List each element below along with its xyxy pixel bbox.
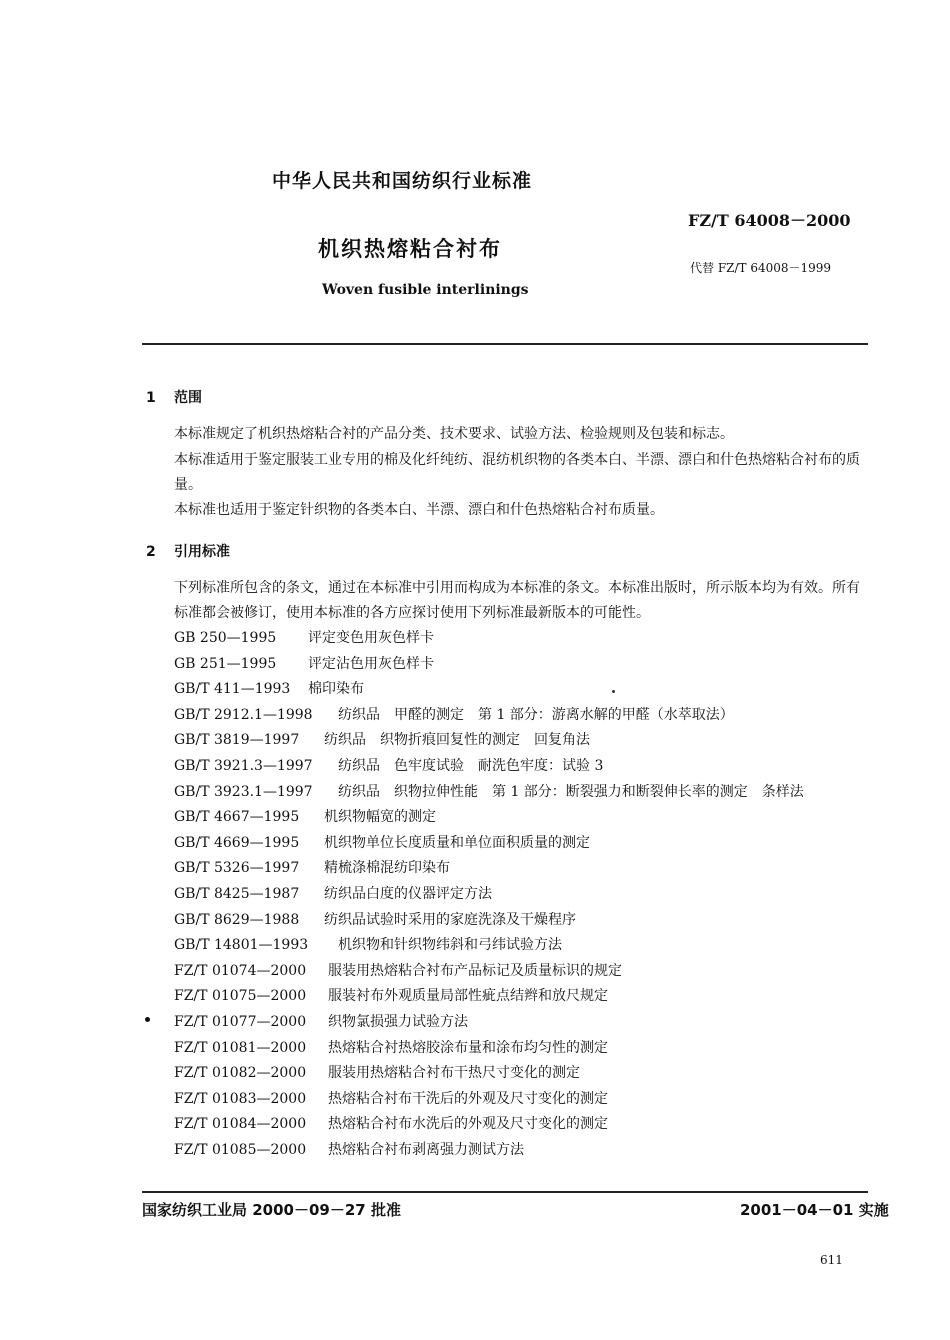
section-heading-scope: 1 范围: [146, 390, 202, 406]
scope-paragraph-3: 本标准也适用于鉴定针织物的各类本白、半漂、漂白和什色热熔粘合衬布质量。: [174, 502, 664, 518]
reference-item: GB/T 4667—1995 机织物幅宽的测定: [174, 809, 436, 826]
reference-item: GB 250—1995 评定变色用灰色样卡: [174, 630, 434, 646]
reference-item: FZ/T 01083—2000 热熔粘合衬布干洗后的外观及尺寸变化的测定: [174, 1090, 608, 1107]
scope-paragraph-2: 本标准适用于鉴定服装工业专用的棉及化纤纯纺、混纺机织物的各类本白、半漂、漂白和什色热熔粘合衬布的质量。: [174, 452, 860, 493]
reference-item: GB/T 3921.3—1997 纺织品 色牢度试验 耐洗色牢度：试验 3: [174, 757, 604, 774]
scope-paragraph-1: 本标准规定了机织热熔粘合衬的产品分类、技术要求、试验方法、检验规则及包装和标志。: [174, 426, 734, 442]
replaces-standard: 代替 FZ/T 64008－1999: [690, 261, 832, 275]
reference-item: GB/T 2912.1—1998 纺织品 甲醛的测定 第 1 部分：游离水解的甲醛（水萃取法）: [174, 706, 734, 723]
reference-item: GB/T 14801—1993 机织物和针织物纬斜和弓纬试验方法: [174, 937, 562, 954]
reference-item: GB/T 3819—1997 纺织品 织物折痕回复性的测定 回复角法: [174, 732, 590, 749]
effective-date: 2001－04－01 实施: [740, 1201, 889, 1219]
reference-item: GB/T 8425—1987 纺织品白度的仪器评定方法: [174, 885, 492, 902]
reference-item: GB/T 4669—1995 机织物单位长度质量和单位面积质量的测定: [174, 834, 590, 851]
document-title-english: Woven fusible interlinings: [322, 282, 529, 298]
stray-dot: [612, 690, 615, 693]
reference-item: FZ/T 01075—2000 服装衬布外观质量局部性疵点结辫和放尺规定: [174, 988, 608, 1005]
references-intro: 下列标准所包含的条文，通过在本标准中引用而构成为本标准的条文。本标准出版时，所示版本均为有效。所有标准都会被修订，使用本标准的各方应探讨使用下列标准最新版本的可能性。: [174, 580, 860, 621]
reference-item: FZ/T 01074—2000 服装用热熔粘合衬布产品标记及质量标识的规定: [174, 962, 622, 979]
header-divider: [142, 343, 868, 345]
document-title: 机织热熔粘合衬布: [318, 237, 502, 261]
stray-mark: [145, 1017, 150, 1022]
reference-item: FZ/T 01082—2000 服装用热熔粘合衬布干热尺寸变化的测定: [174, 1065, 580, 1082]
reference-item: GB/T 411—1993 棉印染布: [174, 681, 364, 698]
reference-item: GB/T 5326—1997 精梳涤棉混纺印染布: [174, 860, 450, 877]
reference-item: GB/T 3923.1—1997 纺织品 织物拉伸性能 第 1 部分：断裂强力和断裂伸长率的测定 条样法: [174, 783, 804, 800]
reference-item: FZ/T 01077—2000 织物氯损强力试验方法: [174, 1013, 468, 1030]
approval-date: 国家纺织工业局 2000－09－27 批准: [142, 1201, 401, 1219]
reference-item: FZ/T 01084—2000 热熔粘合衬布水洗后的外观及尺寸变化的测定: [174, 1116, 608, 1133]
footer-divider: [142, 1191, 868, 1193]
standard-number: FZ/T 64008－2000: [688, 211, 851, 230]
page-number: 611: [820, 1253, 843, 1267]
reference-item: GB 251—1995 评定沾色用灰色样卡: [174, 655, 434, 672]
reference-item: FZ/T 01085—2000 热熔粘合衬布剥离强力测试方法: [174, 1141, 524, 1158]
issuing-body-title: 中华人民共和国纺织行业标准: [272, 170, 533, 192]
section-heading-references: 2 引用标准: [146, 544, 230, 560]
reference-item: GB/T 8629—1988 纺织品试验时采用的家庭洗涤及干燥程序: [174, 911, 576, 928]
reference-item: FZ/T 01081—2000 热熔粘合衬热熔胶涂布量和涂布均匀性的测定: [174, 1039, 608, 1056]
reference-list: [174, 626, 874, 1163]
